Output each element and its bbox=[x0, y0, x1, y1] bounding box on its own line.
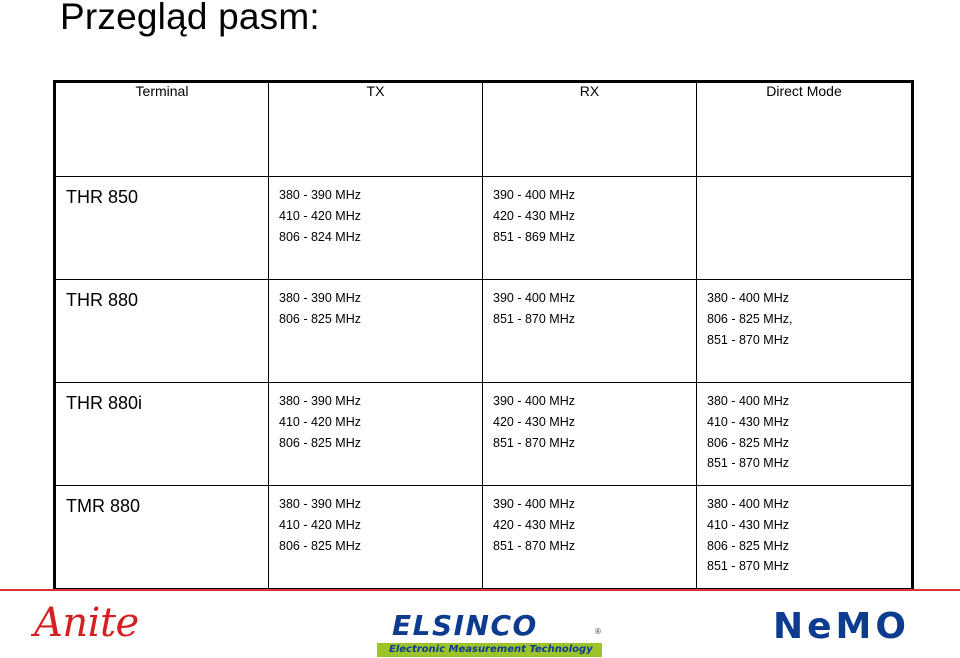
elsinco-logo bbox=[377, 609, 617, 657]
table-row bbox=[55, 486, 913, 590]
tx-cell bbox=[269, 177, 483, 280]
frequency-range: 420 - 430 MHz bbox=[493, 414, 575, 429]
frequency-range: 851 - 870 MHz bbox=[493, 311, 575, 326]
frequency-range: 851 - 870 MHz bbox=[493, 538, 575, 553]
dm-cell bbox=[697, 383, 913, 486]
frequency-range: 851 - 870 MHz bbox=[707, 559, 789, 574]
frequency-range: 851 - 869 MHz bbox=[493, 229, 575, 244]
frequency-range: 380 - 390 MHz bbox=[279, 188, 361, 202]
elsinco-logo-tagline: Electronic Measurement Technology bbox=[389, 644, 593, 655]
page-title: Przegląd pasm: bbox=[60, 0, 320, 37]
registered-mark-icon: ® bbox=[595, 627, 601, 636]
frequency-range: 410 - 430 MHz bbox=[707, 517, 789, 532]
frequency-range: 420 - 430 MHz bbox=[493, 517, 575, 532]
header-tx: TX bbox=[269, 82, 483, 177]
dm-cell bbox=[697, 280, 913, 383]
header-terminal: Terminal bbox=[55, 82, 269, 177]
anite-logo: Anite bbox=[34, 600, 139, 646]
rx-cell bbox=[483, 383, 697, 486]
frequency-range: 390 - 400 MHz bbox=[493, 497, 575, 511]
table-row bbox=[55, 177, 913, 280]
header-direct-mode: Direct Mode bbox=[697, 82, 913, 177]
footer-divider bbox=[0, 589, 960, 591]
frequency-range: 806 - 825 MHz, bbox=[707, 311, 793, 326]
frequency-range: 851 - 870 MHz bbox=[707, 456, 789, 471]
terminal-cell: THR 850 bbox=[55, 177, 269, 280]
frequency-range: 806 - 825 MHz bbox=[279, 538, 361, 553]
frequency-range: 806 - 824 MHz bbox=[279, 229, 361, 244]
frequency-range: 380 - 400 MHz bbox=[707, 291, 789, 305]
frequency-range: 390 - 400 MHz bbox=[493, 291, 575, 305]
frequency-range: 380 - 400 MHz bbox=[707, 394, 789, 408]
frequency-range: 410 - 420 MHz bbox=[279, 414, 361, 429]
frequency-range: 410 - 420 MHz bbox=[279, 208, 361, 223]
rx-cell bbox=[483, 280, 697, 383]
table-header-row bbox=[55, 82, 913, 177]
frequency-range: 851 - 870 MHz bbox=[707, 332, 789, 347]
frequency-range: 410 - 430 MHz bbox=[707, 414, 789, 429]
tx-cell bbox=[269, 486, 483, 590]
frequency-band-table bbox=[53, 80, 914, 591]
dm-cell bbox=[697, 177, 913, 280]
frequency-range: 390 - 400 MHz bbox=[493, 188, 575, 202]
frequency-range: 806 - 825 MHz bbox=[707, 538, 789, 553]
frequency-range: 380 - 390 MHz bbox=[279, 291, 361, 305]
rx-cell bbox=[483, 177, 697, 280]
footer-logos bbox=[0, 592, 960, 658]
table-row bbox=[55, 280, 913, 383]
tx-cell bbox=[269, 383, 483, 486]
frequency-range: 380 - 390 MHz bbox=[279, 497, 361, 511]
frequency-range: 380 - 390 MHz bbox=[279, 394, 361, 408]
frequency-range: 380 - 400 MHz bbox=[707, 497, 789, 511]
frequency-range: 420 - 430 MHz bbox=[493, 208, 575, 223]
dm-cell bbox=[697, 486, 913, 590]
terminal-cell: THR 880 bbox=[55, 280, 269, 383]
frequency-range: 806 - 825 MHz bbox=[279, 435, 361, 450]
header-rx: RX bbox=[483, 82, 697, 177]
tx-cell bbox=[269, 280, 483, 383]
frequency-range: 410 - 420 MHz bbox=[279, 517, 361, 532]
table-row bbox=[55, 383, 913, 486]
nemo-logo: NeMO bbox=[773, 606, 910, 647]
rx-cell bbox=[483, 486, 697, 590]
elsinco-logo-wordmark: ELSINCO bbox=[392, 609, 538, 642]
terminal-cell: TMR 880 bbox=[55, 486, 269, 590]
frequency-range: 851 - 870 MHz bbox=[493, 435, 575, 450]
frequency-range: 806 - 825 MHz bbox=[707, 435, 789, 450]
frequency-range: 390 - 400 MHz bbox=[493, 394, 575, 408]
frequency-range: 806 - 825 MHz bbox=[279, 311, 361, 326]
terminal-cell: THR 880i bbox=[55, 383, 269, 486]
